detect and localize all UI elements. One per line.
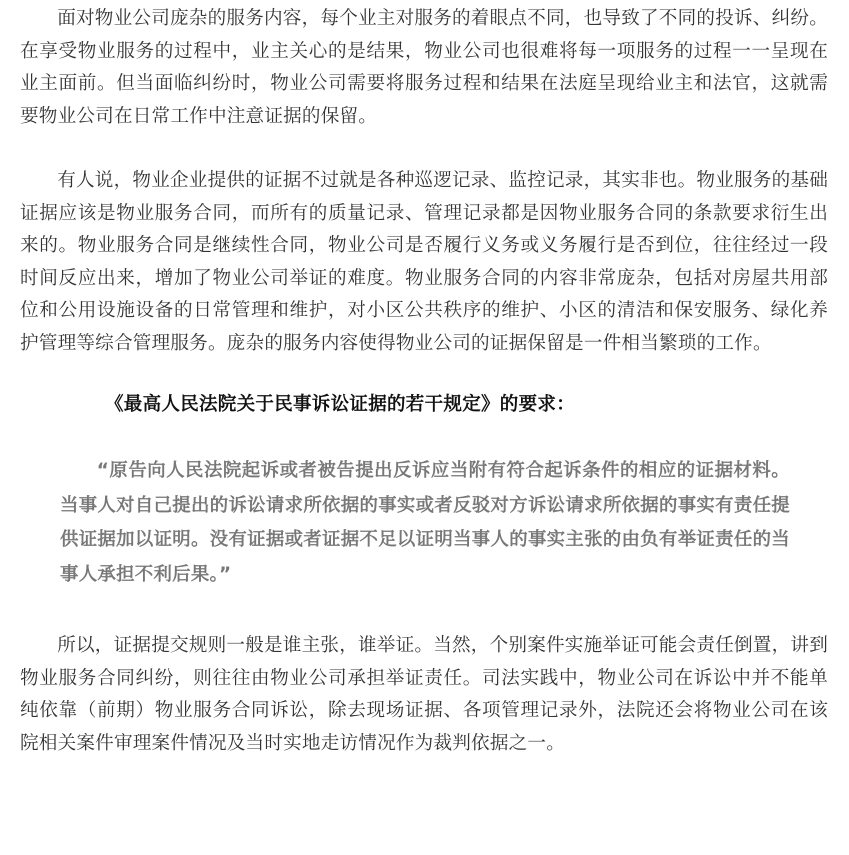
paragraph-evidence-basis: 有人说，物业企业提供的证据不过就是各种巡逻记录、监控记录，其实非也。物业服务的基础证据应该是物业服务合同，而所有的质量记录、管理记录都是因物业服务合同的条款要求衍生出来的。物业服务合同是继续性合同，物业公司是否履行义务或义务履行是否到位，往往经过一段时间反应出来，增加了物业公司举证的难度。物业服务合同的内容非常庞杂，包括对房屋共用部位和公用设施设备的日常管理和维护，对小区公共秩序的维护、小区的清洁和保安服务、绿化养护管理等综合管理服务。庞杂的服务内容使得物业公司的证据保留是一件相当繁琐的工作。 xyxy=(20,170,828,354)
section-heading: 《最高人民法院关于民事诉讼证据的若干规定》的要求： xyxy=(105,394,576,415)
paragraph-conclusion: 所以，证据提交规则一般是谁主张，谁举证。当然，个别案件实施举证可能会责任倒置，讲到物业服务合同纠纷，则往往由物业公司承担举证责任。司法实践中，物业公司在诉讼中并不能单纯依靠（前期）物业服务合同诉讼，除去现场证据、各项管理记录外，法院还会将物业公司在该院相关案件审理案件情况及当时实地走访情况作为裁判依据之一。 xyxy=(20,635,828,754)
legal-quote: “原告向人民法院起诉或者被告提出反诉应当附有符合起诉条件的相应的证据材料。当事人对自己提出的诉讼请求所依据的事实或者反驳对方诉讼请求所依据的事实有责任提供证据加以证明。没有证据或者证据不足以证明当事人的事实主张的由负有举证责任的当事人承担不利后果。” xyxy=(60,460,790,585)
paragraph-service-disputes: 面对物业公司庞杂的服务内容，每个业主对服务的着眼点不同，也导致了不同的投诉、纠纷。在享受物业服务的过程中，业主关心的是结果，物业公司也很难将每一项服务的过程一一呈现在业主面前。但当面临纠纷时，物业公司需要将服务过程和结果在法庭呈现给业主和法官，这就需要物业公司在日常工作中注意证据的保留。 xyxy=(20,8,828,127)
article-body xyxy=(20,0,828,760)
